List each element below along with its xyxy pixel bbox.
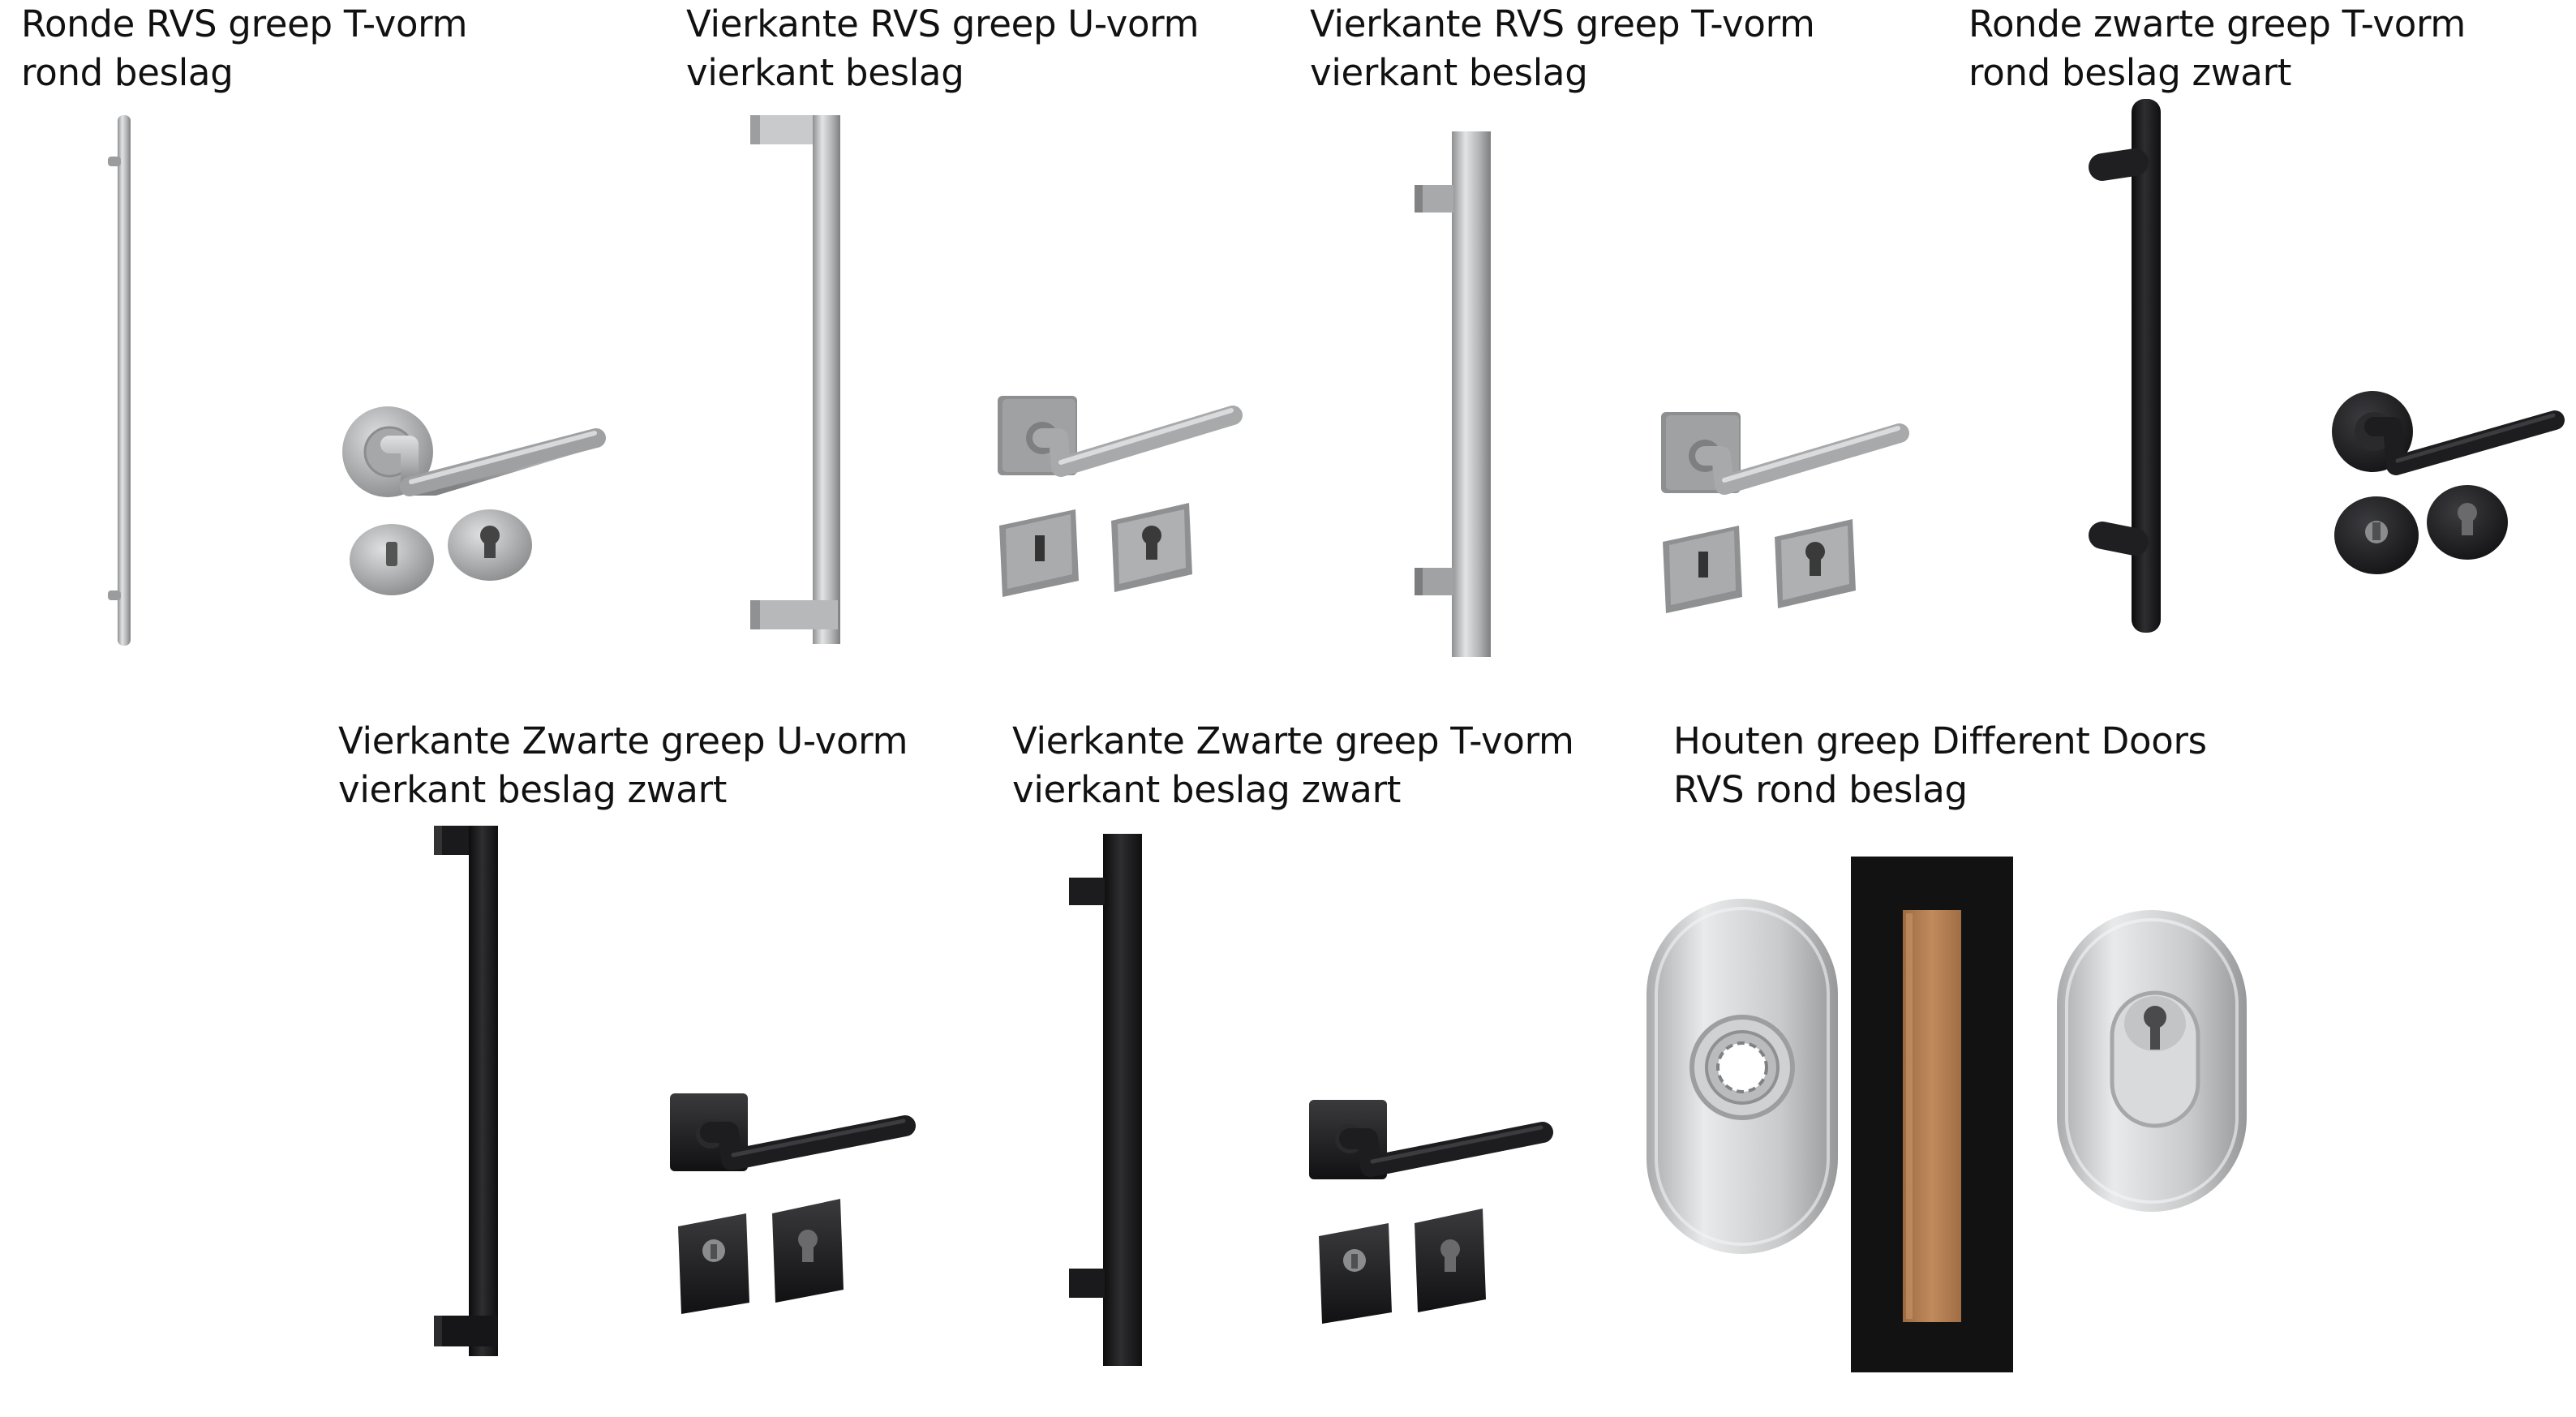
- steel-cylinder-escutcheon: [2057, 910, 2247, 1212]
- caption-line-1: Houten greep Different Doors: [1673, 719, 2207, 762]
- caption-line-2: vierkant beslag: [686, 51, 964, 94]
- square-black-lever-handle: [670, 1093, 905, 1171]
- caption-line-2: vierkant beslag: [1310, 51, 1588, 94]
- square-steel-lever-handle: [998, 396, 1233, 475]
- round-black-escutcheons: [2334, 485, 2508, 574]
- square-black-u-handle: [434, 826, 498, 1356]
- caption-line-2: vierkant beslag zwart: [1012, 768, 1402, 811]
- square-steel-escutcheons: [1663, 519, 1856, 613]
- caption-line-1: Vierkante Zwarte greep U-vorm: [338, 719, 908, 762]
- round-steel-escutcheons: [350, 509, 532, 595]
- caption-line-2: rond beslag: [21, 51, 234, 94]
- square-steel-u-handle: [750, 115, 840, 644]
- wooden-pull-handle: [1851, 857, 2013, 1372]
- round-steel-t-handle: [108, 115, 131, 646]
- square-steel-escutcheons: [999, 503, 1192, 597]
- caption-line-2: vierkant beslag zwart: [338, 768, 728, 811]
- caption-line-1: Ronde zwarte greep T-vorm: [1968, 2, 2466, 45]
- caption-line-1: Ronde RVS greep T-vorm: [21, 2, 468, 45]
- square-steel-t-handle: [1415, 131, 1491, 657]
- caption-line-1: Vierkante Zwarte greep T-vorm: [1012, 719, 1574, 762]
- square-black-t-handle: [1069, 834, 1142, 1366]
- caption-line-2: RVS rond beslag: [1673, 768, 1968, 811]
- square-black-lever-handle: [1309, 1100, 1543, 1179]
- square-steel-lever-handle: [1661, 412, 1900, 493]
- square-black-escutcheons: [678, 1199, 844, 1314]
- round-black-lever-handle: [2332, 391, 2555, 472]
- steel-oval-rosette: [1646, 899, 1838, 1254]
- round-steel-lever-handle: [342, 406, 596, 497]
- caption-line-1: Vierkante RVS greep T-vorm: [1310, 2, 1815, 45]
- caption-line-1: Vierkante RVS greep U-vorm: [686, 2, 1200, 45]
- caption-line-2: rond beslag zwart: [1968, 51, 2292, 94]
- round-black-t-handle: [2102, 99, 2161, 633]
- square-black-escutcheons: [1319, 1209, 1486, 1324]
